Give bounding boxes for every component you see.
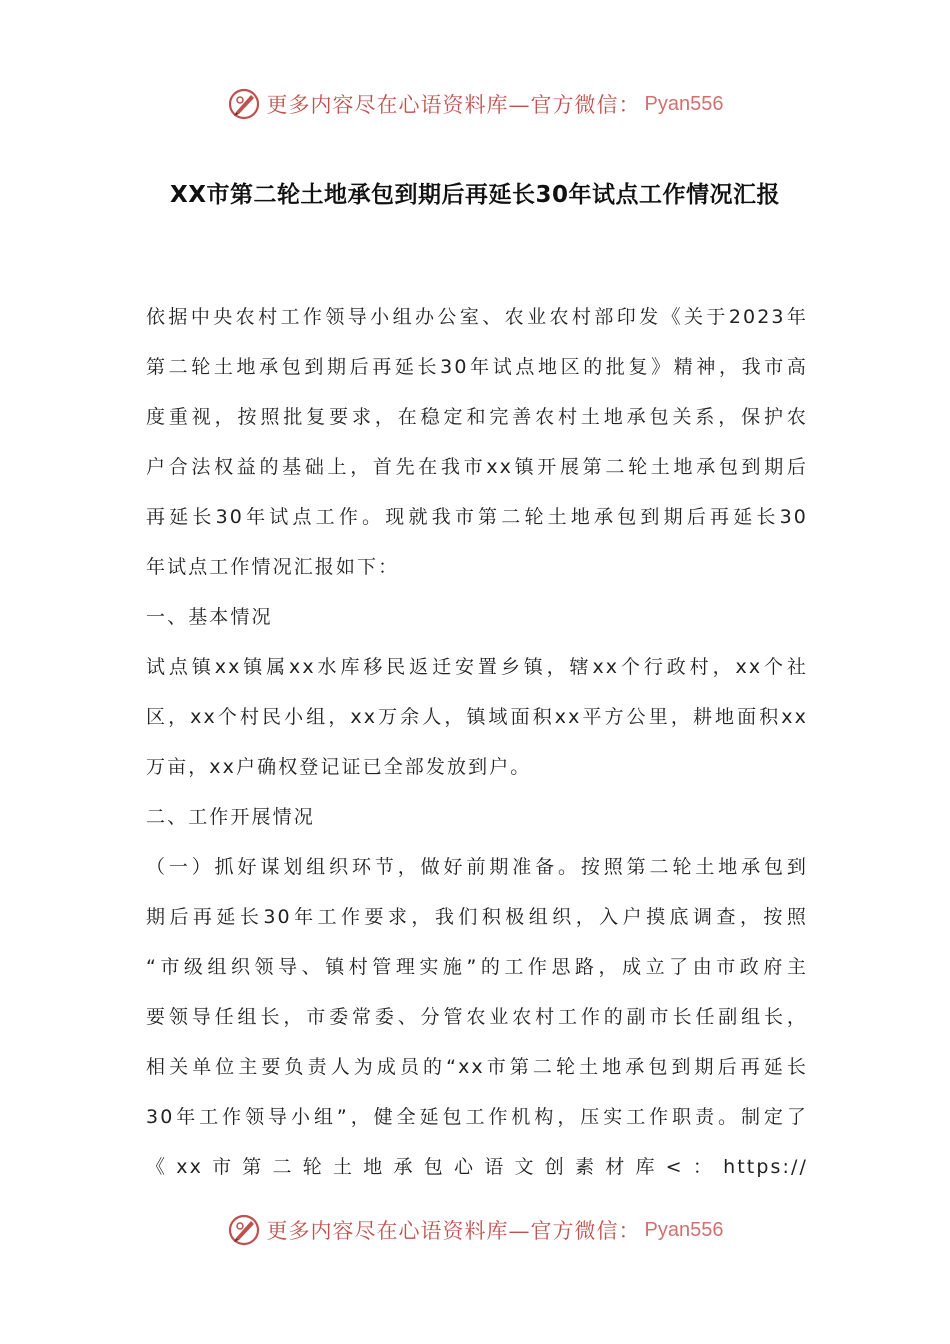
body-line: 区，xx个村民小组，xx万余人，镇域面积xx平方公里，耕地面积xx [146, 706, 808, 728]
header-watermark-banner [0, 82, 950, 126]
body-line: 相关单位主要负责人为成员的“xx市第二轮土地承包到期后再延长 [146, 1056, 808, 1078]
body-line: 30年工作领导小组”，健全延包工作机构，压实工作职责。制定了 [146, 1106, 808, 1128]
body-line: 万亩，xx户确权登记证已全部发放到户。 [146, 756, 532, 778]
section-heading: 二、工作开展情况 [146, 806, 315, 828]
pen-logo-icon [227, 1213, 261, 1247]
body-line: 再延长30年试点工作。现就我市第二轮土地承包到期后再延长30 [146, 506, 808, 528]
footer-watermark-banner [0, 1208, 950, 1252]
body-line: 户合法权益的基础上，首先在我市xx镇开展第二轮土地承包到期后 [146, 456, 808, 478]
section-heading: 一、基本情况 [146, 606, 273, 628]
body-line: 度重视，按照批复要求，在稳定和完善农村土地承包关系，保护农 [146, 406, 808, 428]
body-line: 年试点工作情况汇报如下： [146, 556, 400, 578]
body-line: 《xx市第二轮土地承包心语文创素材库<：https:// [146, 1156, 808, 1178]
document-title: XX市第二轮土地承包到期后再延长30年试点工作情况汇报 [170, 182, 780, 208]
body-line: 要领导任组长，市委常委、分管农业农村工作的副市长任副组长， [146, 1006, 808, 1028]
body-line: 期后再延长30年工作要求，我们积极组织，入户摸底调查，按照 [146, 906, 808, 928]
body-line: 试点镇xx镇属xx水库移民返迁安置乡镇，辖xx个行政村，xx个社 [146, 656, 808, 678]
body-line: 依据中央农村工作领导小组办公室、农业农村部印发《关于2023年 [146, 306, 808, 328]
body-line: “市级组织领导、镇村管理实施”的工作思路，成立了由市政府主 [146, 956, 808, 978]
document-body [146, 292, 808, 1192]
header-wechat-id: Pyan556 [644, 92, 724, 115]
footer-banner-text: 更多内容尽在心语资料库—官方微信： [266, 1219, 641, 1243]
header-banner-text: 更多内容尽在心语资料库—官方微信： [266, 93, 641, 117]
pen-logo-icon [227, 87, 261, 121]
body-line: （一）抓好谋划组织环节，做好前期准备。按照第二轮土地承包到 [146, 856, 808, 878]
footer-wechat-id: Pyan556 [644, 1218, 724, 1241]
body-line: 第二轮土地承包到期后再延长30年试点地区的批复》精神，我市高 [146, 356, 808, 378]
